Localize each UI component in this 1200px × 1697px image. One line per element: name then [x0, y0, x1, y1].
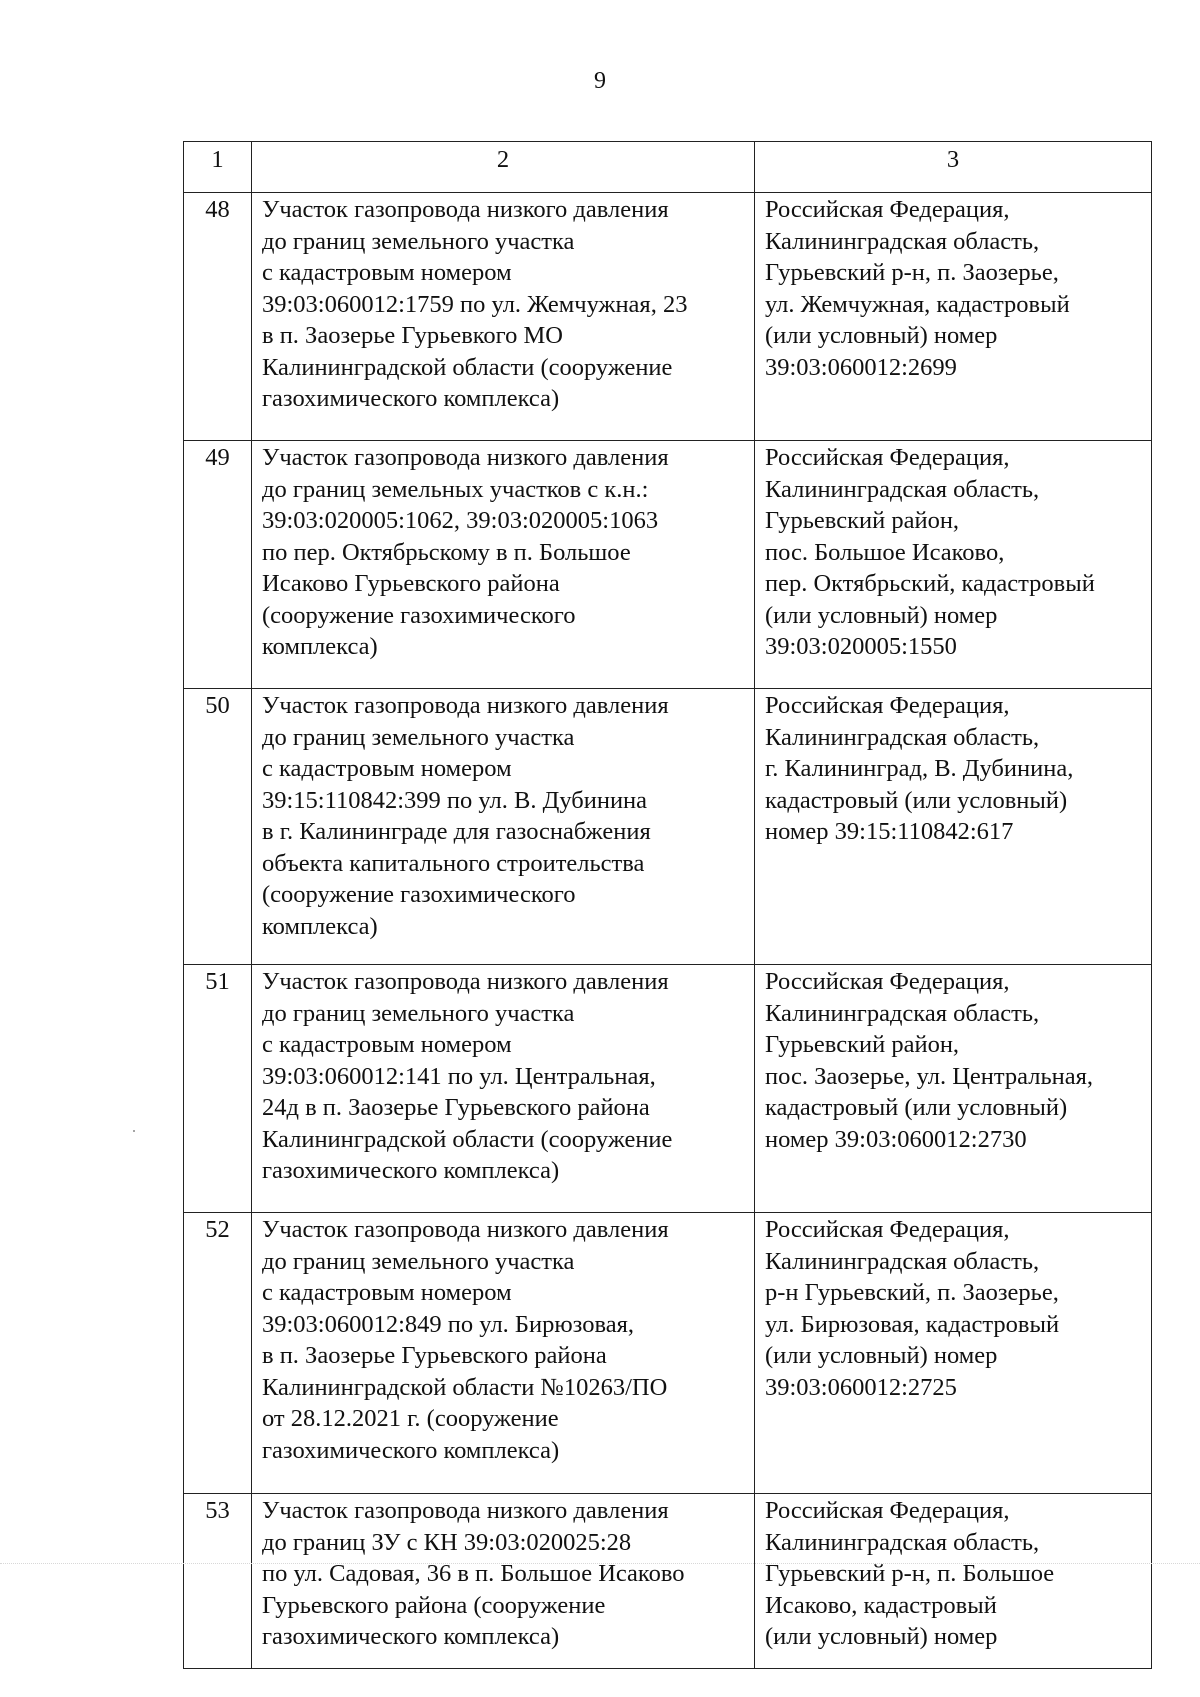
column-header-3: 3	[755, 142, 1152, 193]
table-row	[184, 441, 1152, 689]
object-name-line: 24д в п. Заозерье Гурьевского района	[262, 1094, 650, 1121]
table-header-row	[184, 142, 1152, 193]
object-name-line: в п. Заозерье Гурьевского района	[262, 1342, 607, 1369]
address-line: Гурьевский р-н, п. Заозерье,	[765, 259, 1059, 286]
address-line: пер. Октябрьский, кадастровый	[765, 570, 1095, 597]
column-header-1: 1	[184, 142, 252, 193]
object-name-line: Гурьевского района (сооружение	[262, 1591, 606, 1619]
address-cell	[755, 1494, 1152, 1669]
address-line: пос. Большое Исаково,	[765, 538, 1005, 566]
address-line: номер 39:15:110842:617	[765, 818, 1014, 845]
address-line: Исаково, кадастровый	[765, 1591, 997, 1619]
object-name-line: по пер. Октябрьскому в п. Большое	[262, 538, 631, 566]
address-line: номер 39:03:060012:2730	[765, 1125, 1027, 1153]
objects-table	[183, 141, 1152, 1669]
object-name-line: газохимического комплекса)	[262, 1623, 560, 1650]
table-body	[184, 193, 1152, 1669]
object-name-line: комплекса)	[262, 633, 378, 660]
object-name-line: Участок газопровода низкого давления	[262, 444, 669, 471]
table-row	[184, 1213, 1152, 1494]
object-name-line: Исаково Гурьевского района	[262, 570, 560, 597]
object-name-line: по ул. Садовая, 36 в п. Большое Исаково	[262, 1560, 685, 1587]
address-line: ул. Бирюзовая, кадастровый	[765, 1310, 1060, 1338]
object-name-line: Калининградской области (сооружение	[262, 1125, 673, 1153]
address-line: кадастровый (или условный)	[765, 786, 1068, 814]
address-line: Калининградская область,	[765, 227, 1040, 255]
address-line: 39:03:060012:2699	[765, 353, 957, 381]
object-name-line: до границ ЗУ с КН 39:03:020025:28	[262, 1528, 632, 1556]
address-line: Российская Федерация,	[765, 196, 1010, 223]
table-row	[184, 965, 1152, 1213]
address-cell	[755, 193, 1152, 441]
object-name-line: с кадастровым номером	[262, 259, 512, 286]
address-line: Российская Федерация,	[765, 1497, 1010, 1524]
address-line: (или условный) номер	[765, 1623, 998, 1650]
object-name-cell	[252, 965, 755, 1213]
table-row	[184, 1494, 1152, 1669]
object-name-line: 39:03:060012:141 по ул. Центральная,	[262, 1062, 656, 1090]
page-number: 9	[594, 68, 606, 94]
object-name-line: в г. Калининграде для газоснабжения	[262, 818, 651, 845]
object-name-line: 39:03:060012:1759 по ул. Жемчужная, 23	[262, 290, 688, 318]
object-name-line: с кадастровым номером	[262, 1031, 512, 1058]
address-line: Российская Федерация,	[765, 692, 1010, 719]
row-number: 50	[184, 689, 252, 965]
address-line: Гурьевский район,	[765, 507, 960, 534]
address-cell	[755, 965, 1152, 1213]
address-line: Калининградская область,	[765, 475, 1040, 503]
object-name-line: до границ земельных участков с к.н.:	[262, 475, 649, 503]
address-line: (или условный) номер	[765, 322, 998, 349]
object-name-line: до границ земельного участка	[262, 227, 575, 255]
address-line: 39:03:060012:2725	[765, 1373, 957, 1401]
object-name-line: газохимического комплекса)	[262, 385, 560, 412]
address-line: ул. Жемчужная, кадастровый	[765, 290, 1070, 318]
column-header-2: 2	[252, 142, 755, 193]
object-name-line: в п. Заозерье Гурьевкого МО	[262, 322, 563, 349]
object-name-line: Участок газопровода низкого давления	[262, 1216, 669, 1243]
object-name-line: газохимического комплекса)	[262, 1436, 560, 1464]
object-name-line: от 28.12.2021 г. (сооружение	[262, 1405, 559, 1432]
object-name-cell	[252, 1213, 755, 1494]
address-cell	[755, 1213, 1152, 1494]
table-row	[184, 689, 1152, 965]
object-name-line: Калининградской области (сооружение	[262, 353, 673, 381]
address-line: Калининградская область,	[765, 1528, 1040, 1556]
object-name-line: (сооружение газохимического	[262, 881, 576, 908]
table-row	[184, 193, 1152, 441]
address-line: Калининградская область,	[765, 999, 1040, 1027]
object-name-cell	[252, 441, 755, 689]
object-name-line: 39:15:110842:399 по ул. В. Дубинина	[262, 786, 648, 814]
object-name-line: Участок газопровода низкого давления	[262, 968, 669, 995]
object-name-line: Участок газопровода низкого давления	[262, 1497, 669, 1524]
row-number: 48	[184, 193, 252, 441]
address-line: Калининградская область,	[765, 723, 1040, 751]
object-name-cell	[252, 193, 755, 441]
object-name-line: до границ земельного участка	[262, 1247, 575, 1275]
address-cell	[755, 441, 1152, 689]
address-line: Российская Федерация,	[765, 444, 1010, 471]
object-name-line: 39:03:060012:849 по ул. Бирюзовая,	[262, 1310, 634, 1338]
object-name-line: с кадастровым номером	[262, 1279, 512, 1306]
address-line: Российская Федерация,	[765, 1216, 1010, 1243]
address-line: р-н Гурьевский, п. Заозерье,	[765, 1279, 1059, 1306]
object-name-line: до границ земельного участка	[262, 723, 575, 751]
address-line: Российская Федерация,	[765, 968, 1010, 995]
object-name-line: до границ земельного участка	[262, 999, 575, 1027]
object-name-line: 39:03:020005:1062, 39:03:020005:1063	[262, 507, 659, 534]
row-number: 49	[184, 441, 252, 689]
object-name-line: (сооружение газохимического	[262, 601, 576, 629]
address-line: Гурьевский р-н, п. Большое	[765, 1560, 1055, 1587]
row-number: 51	[184, 965, 252, 1213]
object-name-cell	[252, 689, 755, 965]
object-name-cell	[252, 1494, 755, 1669]
object-name-line: с кадастровым номером	[262, 755, 512, 782]
address-line: (или условный) номер	[765, 1342, 998, 1369]
object-name-line: объекта капитального строительства	[262, 849, 645, 877]
object-name-line: Калининградской области №10263/ПО	[262, 1373, 668, 1401]
address-cell	[755, 689, 1152, 965]
address-line: г. Калининград, В. Дубинина,	[765, 755, 1074, 782]
scan-speck	[133, 1130, 135, 1132]
row-number: 52	[184, 1213, 252, 1494]
object-name-line: газохимического комплекса)	[262, 1157, 560, 1184]
address-line: 39:03:020005:1550	[765, 633, 957, 660]
object-name-line: Участок газопровода низкого давления	[262, 196, 669, 223]
address-line: Гурьевский район,	[765, 1031, 960, 1058]
scan-artifact-line	[0, 1563, 1200, 1564]
address-line: кадастровый (или условный)	[765, 1094, 1068, 1121]
address-line: пос. Заозерье, ул. Центральная,	[765, 1062, 1094, 1090]
object-name-line: комплекса)	[262, 912, 378, 940]
address-line: (или условный) номер	[765, 601, 998, 629]
address-line: Калининградская область,	[765, 1247, 1040, 1275]
object-name-line: Участок газопровода низкого давления	[262, 692, 669, 719]
row-number: 53	[184, 1494, 252, 1669]
